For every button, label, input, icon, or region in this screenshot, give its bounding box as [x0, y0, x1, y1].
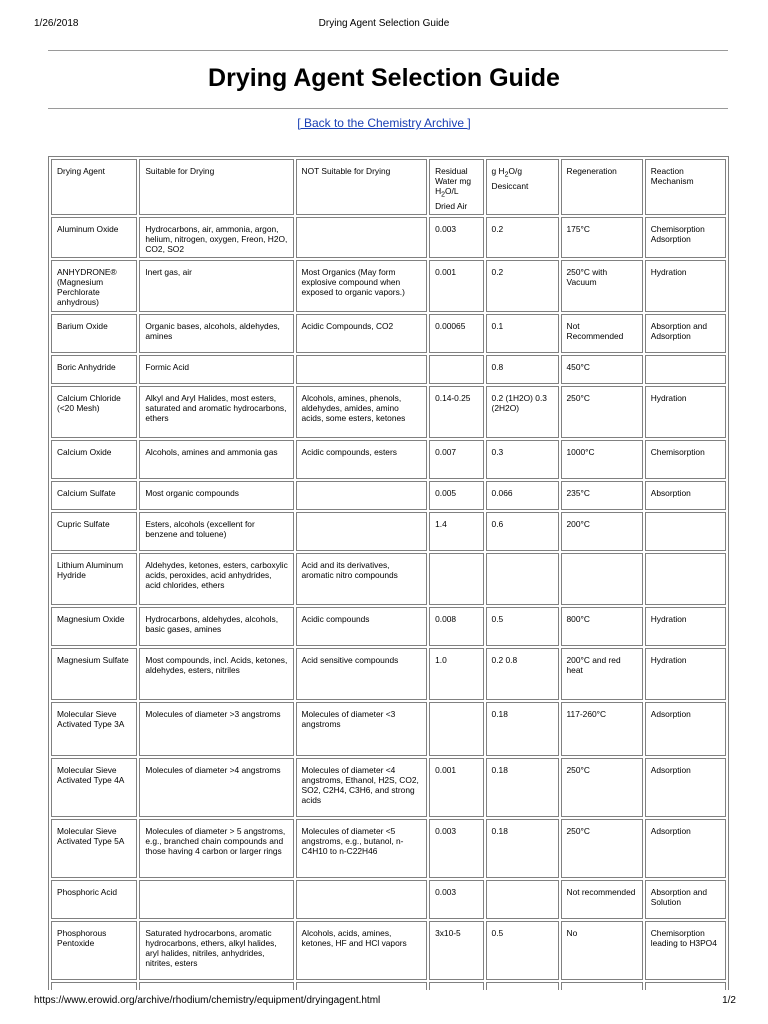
drying-agent-table [48, 156, 729, 990]
table-cell [296, 512, 428, 551]
table-cell: Alcohols, amines, phenols, aldehydes, amides, amino acids, some esters, ketones [296, 386, 428, 438]
table-cell: Acidic compounds [296, 607, 428, 646]
table-cell: Phosphorous Pentoxide [51, 921, 137, 980]
table-cell: 0.2 (1H2O) 0.3 (2H2O) [486, 386, 559, 438]
column-header: g $H_2O/g$ Desiccant [486, 159, 559, 215]
table-cell: Chemisorption Adsorption [645, 217, 726, 258]
table-cell: Chemisorption leading to H3PO4 [645, 921, 726, 980]
table-row [51, 607, 726, 646]
table-cell: Aldehydes, ketones, esters, carboxylic acids, peroxides, acid anhydrides, acid chlorides, ethers [139, 553, 293, 605]
table-cell: 0.066 [486, 481, 559, 510]
table-cell: Adsorption [645, 819, 726, 878]
table-cell: Inert gas, air [139, 260, 293, 312]
table-cell [429, 702, 483, 756]
table-cell: Organic bases, alcohols, aldehydes, amines [139, 314, 293, 353]
table-cell: 200°C and red heat [561, 648, 643, 700]
table-cell: Alcohols, amines and ammonia gas [139, 440, 293, 479]
table-row [51, 553, 726, 605]
table-cell: Most Organics (May form explosive compound when exposed to organic vapors.) [296, 260, 428, 312]
table-cell [486, 982, 559, 990]
table-cell: Acidic Compounds, CO2 [296, 314, 428, 353]
table-cell: 250°C with Vacuum [561, 260, 643, 312]
table-cell: 0.008 [429, 607, 483, 646]
table-cell: Adsorption [645, 758, 726, 817]
table-cell: Absorption [645, 481, 726, 510]
table-row [51, 921, 726, 980]
table-cell: Hydrocarbons, aldehydes, alcohols, basic gases, amines [139, 607, 293, 646]
column-header: Residual Water mg $H_2O/L$ Dried Air [429, 159, 483, 215]
page-title: Drying Agent Selection Guide [208, 64, 560, 92]
table-cell: 0.00065 [429, 314, 483, 353]
table-cell [296, 982, 428, 990]
table-cell: 3x10-5 [429, 921, 483, 980]
table-cell: 0.007 [429, 440, 483, 479]
table-cell: Aluminum Oxide [51, 217, 137, 258]
table-cell: 0.1 [486, 314, 559, 353]
table-cell: Most compounds, incl. Acids, ketones, aldehydes, esters, nitriles [139, 648, 293, 700]
table-cell: Hydrocarbons, air, ammonia, argon, helium, nitrogen, oxygen, Freon, H2O, CO2, SO2 [139, 217, 293, 258]
table-cell: 0.003 [429, 217, 483, 258]
table-cell: Hydration [645, 260, 726, 312]
column-header: Regeneration [561, 159, 643, 215]
table-cell: Acidic compounds, esters [296, 440, 428, 479]
table-cell: Saturated hydrocarbons, aromatic hydrocarbons, ethers, alkyl halides, aryl halides, nitriles, anhydrides, nitrites, esters [139, 921, 293, 980]
table-cell: Hydration [645, 386, 726, 438]
table-cell [429, 553, 483, 605]
column-header: NOT Suitable for Drying [296, 159, 428, 215]
table-cell: Calcium Sulfate [51, 481, 137, 510]
footer-url: https://www.erowid.org/archive/rhodium/chemistry/equipment/dryingagent.html [34, 995, 381, 1006]
table-cell: Lithium Aluminum Hydride [51, 553, 137, 605]
table-cell: 0.003 [429, 819, 483, 878]
table-cell [645, 512, 726, 551]
table-cell: Calcium Chloride (<20 Mesh) [51, 386, 137, 438]
table-cell: 0.3 [486, 440, 559, 479]
table-cell [429, 355, 483, 384]
table-cell: Hydration [645, 648, 726, 700]
table-cell: 1.0 [429, 648, 483, 700]
table-cell: 0.8 [486, 355, 559, 384]
table-cell: Hydration [645, 607, 726, 646]
table-cell: Not recommended [561, 880, 643, 919]
table-cell: 0.6 [486, 512, 559, 551]
table-cell: 450°C [561, 355, 643, 384]
table-cell: Absorption and Adsorption [645, 314, 726, 353]
table-cell [296, 481, 428, 510]
table-cell: 250°C [561, 758, 643, 817]
table-cell: Not Recommended [561, 314, 643, 353]
table-cell [429, 982, 483, 990]
table-cell [486, 880, 559, 919]
table-cell: Molecular Sieve Activated Type 3A [51, 702, 137, 756]
table-cell: Boric Anhydride [51, 355, 137, 384]
table-cell: Most organic compounds [139, 481, 293, 510]
table-row [51, 648, 726, 700]
table-cell: Formic Acid [139, 355, 293, 384]
column-header: Reaction Mechanism [645, 159, 726, 215]
page-number: 1/2 [722, 995, 736, 1006]
table-cell: 117-260°C [561, 702, 643, 756]
table-cell: Molecules of diameter <5 angstroms, e.g., butanol, n-C4H10 to n-C22H46 [296, 819, 428, 878]
table-cell: 0.005 [429, 481, 483, 510]
table-cell [139, 880, 293, 919]
table-row [51, 440, 726, 479]
table-cell: Acid sensitive compounds [296, 648, 428, 700]
table-cell: 0.2 0.8 [486, 648, 559, 700]
table-cell: 0.2 [486, 260, 559, 312]
table-cell: 1000°C [561, 440, 643, 479]
table-cell: Molecules of diameter <3 angstroms [296, 702, 428, 756]
table-row [51, 314, 726, 353]
table-cell [486, 553, 559, 605]
table-cell: Absorption and Solution [645, 880, 726, 919]
table-cell: 235°C [561, 481, 643, 510]
table-cell [51, 982, 137, 990]
table-cell: Molecules of diameter >4 angstroms [139, 758, 293, 817]
back-to-archive-link[interactable]: [ Back to the Chemistry Archive ] [297, 116, 471, 130]
table-cell: Chemisorption [645, 440, 726, 479]
table-cell: Cupric Sulfate [51, 512, 137, 551]
table-row [51, 217, 726, 258]
table-cell: Magnesium Sulfate [51, 648, 137, 700]
table-cell [561, 553, 643, 605]
table-cell: 0.18 [486, 819, 559, 878]
print-date: 1/26/2018 [34, 18, 79, 29]
table-cell: 0.5 [486, 921, 559, 980]
table-row [51, 386, 726, 438]
table-cell: 0.2 [486, 217, 559, 258]
table-row [51, 512, 726, 551]
table-header-row [51, 159, 726, 215]
table-row [51, 819, 726, 878]
table-cell [645, 355, 726, 384]
table-cell: Molecules of diameter > 5 angstroms, e.g., branched chain compounds and those having 4 carbon or larger rings [139, 819, 293, 878]
table-row [51, 702, 726, 756]
table-cell: Calcium Oxide [51, 440, 137, 479]
table-cell: 0.18 [486, 758, 559, 817]
title-divider [48, 108, 728, 109]
table-cell: Alkyl and Aryl Halides, most esters, saturated and aromatic hydrocarbons, ethers [139, 386, 293, 438]
table-cell: Adsorption [645, 702, 726, 756]
table-row [51, 260, 726, 312]
table-cell: Phosphoric Acid [51, 880, 137, 919]
drying-agent-table-wrapper [48, 156, 729, 990]
table-cell: Alcohols, acids, amines, ketones, HF and HCl vapors [296, 921, 428, 980]
table-cell: Acid and its derivatives, aromatic nitro compounds [296, 553, 428, 605]
table-cell: 0.18 [486, 702, 559, 756]
table-cell: 250°C [561, 386, 643, 438]
table-cell: 200°C [561, 512, 643, 551]
table-cell: Esters, alcohols (excellent for benzene and toluene) [139, 512, 293, 551]
table-row [51, 982, 726, 990]
table-cell: 800°C [561, 607, 643, 646]
table-row [51, 880, 726, 919]
table-cell: Molecules of diameter >3 angstroms [139, 702, 293, 756]
table-cell: 0.001 [429, 758, 483, 817]
table-row [51, 355, 726, 384]
table-cell [139, 982, 293, 990]
table-cell: 0.003 [429, 880, 483, 919]
print-header-title: Drying Agent Selection Guide [318, 18, 450, 29]
table-cell [296, 880, 428, 919]
table-cell: 0.5 [486, 607, 559, 646]
table-cell: 175°C [561, 217, 643, 258]
table-cell: Molecular Sieve Activated Type 4A [51, 758, 137, 817]
table-cell [296, 217, 428, 258]
table-cell: No [561, 921, 643, 980]
table-cell: 1.4 [429, 512, 483, 551]
table-cell: ANHYDRONE® (Magnesium Perchlorate anhydrous) [51, 260, 137, 312]
table-cell [296, 355, 428, 384]
table-row [51, 481, 726, 510]
table-cell: Magnesium Oxide [51, 607, 137, 646]
table-cell [561, 982, 643, 990]
column-header: Suitable for Drying [139, 159, 293, 215]
table-cell [645, 553, 726, 605]
table-cell: 0.001 [429, 260, 483, 312]
top-divider [48, 50, 728, 51]
table-row [51, 758, 726, 817]
table-cell [645, 982, 726, 990]
table-cell: Molecular Sieve Activated Type 5A [51, 819, 137, 878]
table-cell: Barium Oxide [51, 314, 137, 353]
table-cell: 250°C [561, 819, 643, 878]
table-cell: Molecules of diameter <4 angstroms, Ethanol, H2S, CO2, SO2, C2H4, C3H6, and strong acids [296, 758, 428, 817]
column-header: Drying Agent [51, 159, 137, 215]
table-cell: 0.14-0.25 [429, 386, 483, 438]
